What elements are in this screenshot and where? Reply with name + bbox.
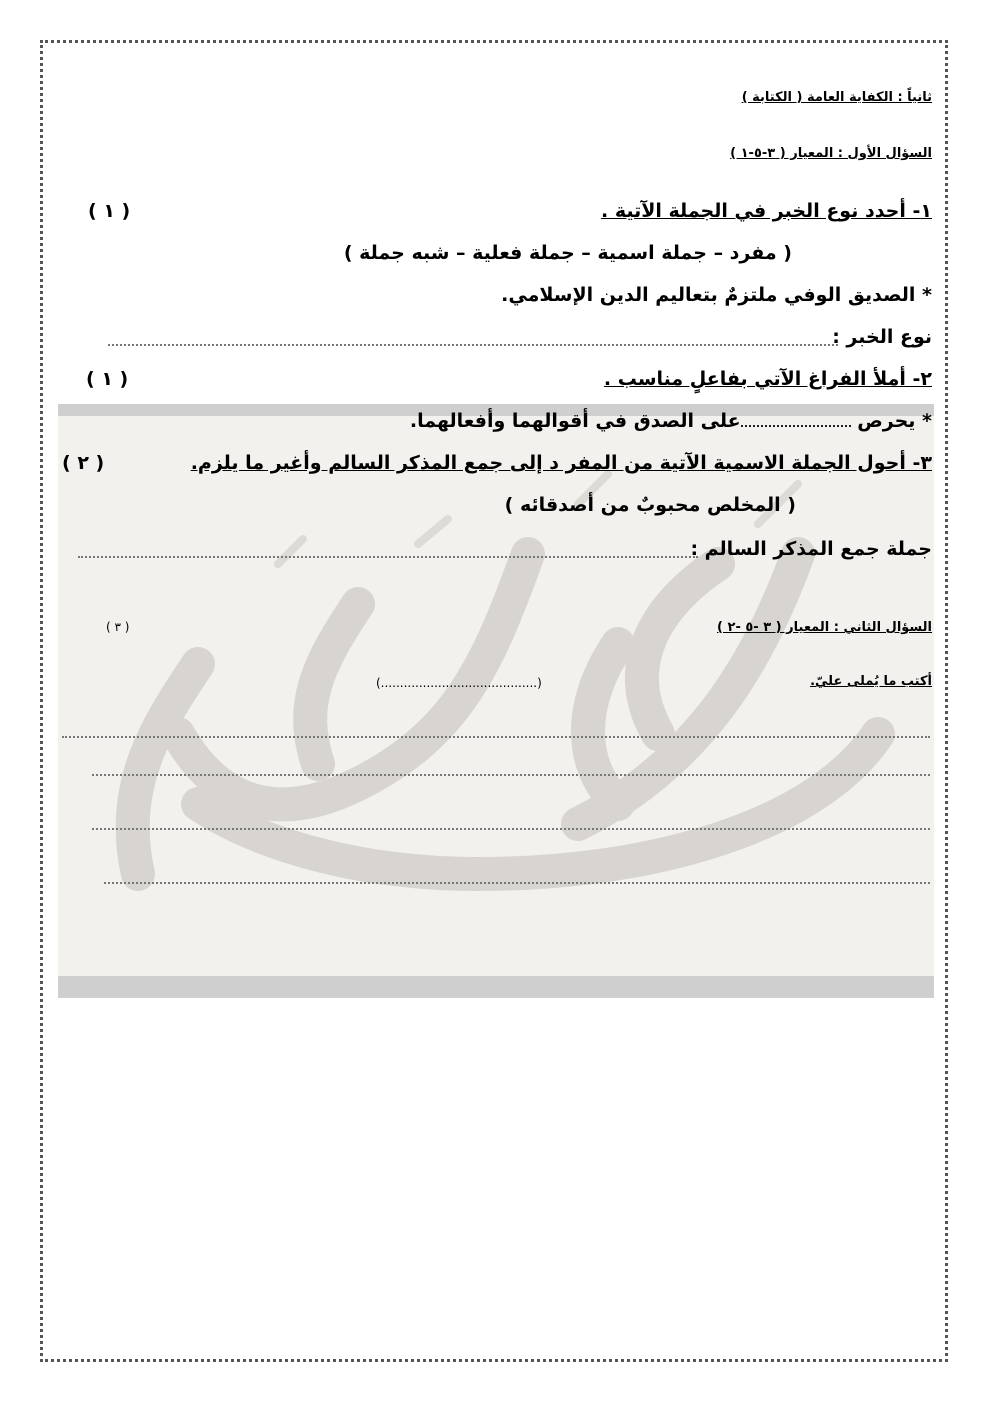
- item-2-text: ٢- أملأ الفراغ الآتي بفاعلٍ مناسب .: [603, 368, 932, 390]
- item-3-sentence: ( المخلص محبوبٌ من أصدقائه ): [504, 494, 796, 516]
- item-2-sentence-end: على الصدق في أقوالهما وأفعالهما.: [409, 410, 741, 432]
- question-1-heading: السؤال الأول : المعيار ( ٣-٥-١ ): [730, 146, 932, 161]
- item-1-mark: ( ١ ): [88, 200, 131, 222]
- question-2-heading: السؤال الثاني : المعيار ( ٣ -٥ -٢ ): [717, 620, 932, 635]
- calligraphy-watermark-icon: [58, 404, 934, 998]
- item-1-text: ١- أحدد نوع الخبر في الجملة الآتية .: [601, 200, 932, 222]
- dictation-line-4[interactable]: [104, 882, 930, 884]
- calligraphy-watermark: [58, 404, 934, 998]
- item-1-sentence: * الصديق الوفي ملتزمٌ بتعاليم الدين الإسلامي.: [501, 284, 932, 306]
- item-2-sentence: [410, 410, 932, 432]
- item-2-blank[interactable]: [741, 425, 851, 427]
- item-3-text: ٣- أحول الجملة الاسمية الآتية من المفر د إلى جمع المذكر السالم وأغير ما يلزم.: [190, 452, 932, 474]
- item-3-answer-line[interactable]: [78, 556, 698, 558]
- dictation-line-1[interactable]: [62, 736, 930, 738]
- dictation-line-3[interactable]: [92, 828, 930, 830]
- item-1-answer-line[interactable]: [108, 344, 838, 346]
- item-3-mark: ( ٢ ): [62, 452, 105, 474]
- item-2-mark: ( ١ ): [86, 368, 129, 390]
- item-1-options: ( مفرد – جملة اسمية – جملة فعلية – شبه جملة ): [343, 242, 792, 264]
- dictation-line-2[interactable]: [92, 774, 930, 776]
- section-title: ثانياً : الكفاية العامة ( الكتابة ): [741, 90, 932, 105]
- dictation-title-blank[interactable]: (.........................................): [376, 676, 542, 690]
- question-2-mark: ( ٣ ): [106, 620, 130, 634]
- item-3-answer-label: جملة جمع المذكر السالم :: [690, 538, 932, 560]
- item-1-answer-label: نوع الخبر :: [832, 326, 932, 348]
- question-2-instruction: أكتب ما يُملى عليّ.: [810, 674, 932, 689]
- item-2-sentence-start: * يحرص: [857, 410, 932, 432]
